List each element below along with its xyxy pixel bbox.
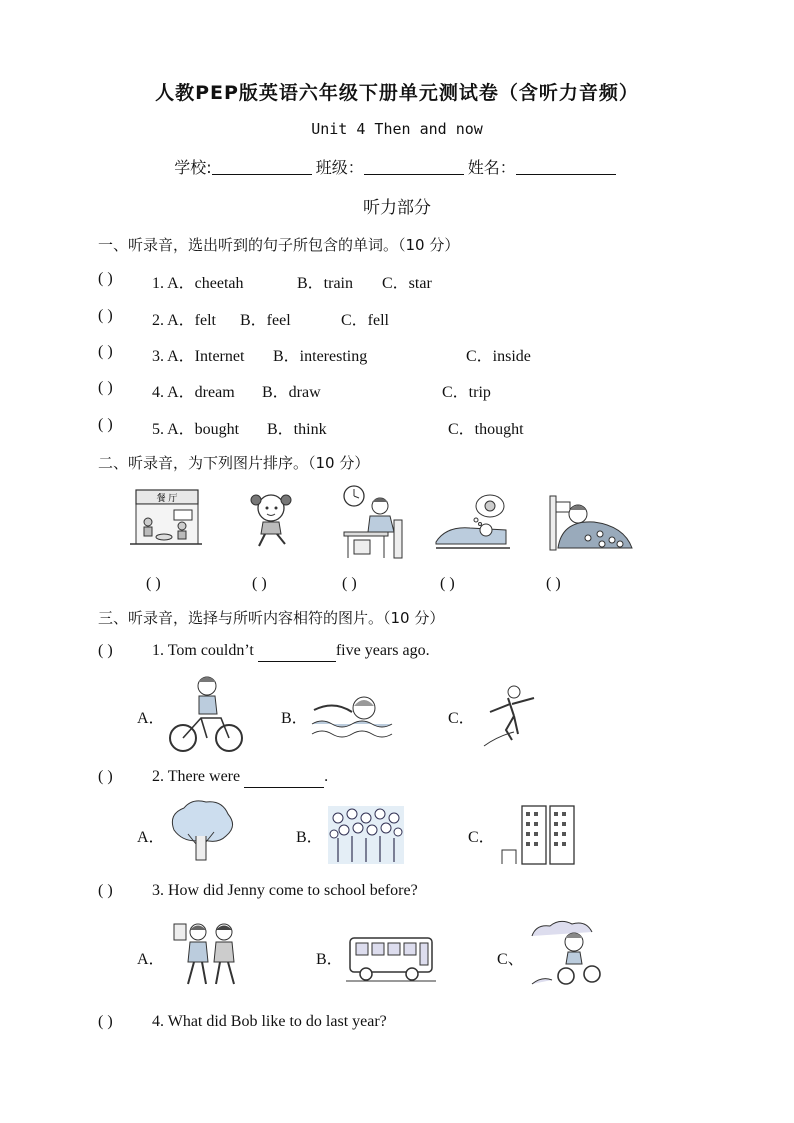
question-text	[152, 642, 430, 662]
answer-paren[interactable]: ( )	[98, 379, 113, 396]
question-text-pre: 1. Tom couldn’t	[152, 642, 258, 659]
school-label: 学校:	[174, 158, 212, 177]
restaurant-picture	[128, 488, 204, 554]
option-c: C．fell	[341, 312, 389, 329]
option-c: C．star	[382, 275, 432, 292]
class-blank[interactable]	[364, 158, 464, 175]
option-b: B．train	[297, 275, 353, 292]
answer-paren[interactable]: ( )	[98, 343, 113, 360]
question-option-a: 1. A．cheetah	[152, 275, 244, 292]
waking-up-picture	[548, 492, 634, 554]
answer-paren[interactable]: ( )	[98, 307, 113, 324]
fill-blank[interactable]	[244, 769, 324, 788]
answer-paren[interactable]: ( )	[98, 416, 113, 433]
student-info	[0, 155, 794, 178]
order-paren-4[interactable]: ( )	[440, 575, 455, 592]
option-c-label: C．	[448, 710, 475, 727]
option-a-label: A．	[137, 829, 165, 846]
part3-heading: 三、听录音，选择与所听内容相符的图片。（10 分）	[98, 609, 445, 627]
option-b: B．interesting	[273, 348, 368, 365]
answer-paren[interactable]: ( )	[98, 1013, 113, 1030]
swimming-picture[interactable]	[310, 690, 394, 742]
sleeping-dream-picture	[434, 492, 512, 552]
question-text-post: .	[324, 768, 329, 785]
question-text	[152, 768, 328, 788]
page-title: 人教PEP版英语六年级下册单元测试卷（含听力音频）	[155, 82, 639, 104]
order-paren-1[interactable]: ( )	[146, 575, 161, 592]
question-option-a: 3. A．Internet	[152, 348, 245, 365]
option-b-label: B．	[281, 710, 308, 727]
boy-at-desk-picture	[340, 484, 408, 562]
school-blank[interactable]	[212, 158, 312, 175]
skating-picture[interactable]	[478, 684, 538, 748]
part1-heading: 一、听录音，选出听到的句子所包含的单词。（10 分）	[98, 236, 460, 254]
fill-blank[interactable]	[258, 643, 336, 662]
question-option-a: 5. A．bought	[152, 421, 240, 438]
restaurant-sign: 餐 厅	[156, 494, 178, 504]
riding-bike-picture[interactable]	[165, 672, 245, 754]
option-b-label: B．	[316, 951, 343, 968]
unit-subtitle: Unit 4 Then and now	[311, 120, 483, 138]
question-option-a: 2. A．felt	[152, 312, 216, 329]
option-a-label: A．	[137, 951, 165, 968]
answer-paren[interactable]: ( )	[98, 270, 113, 287]
running-girl-picture	[245, 490, 297, 550]
name-label: 姓名：	[467, 158, 516, 177]
order-paren-3[interactable]: ( )	[342, 575, 357, 592]
order-paren-5[interactable]: ( )	[546, 575, 561, 592]
question-text-pre: 2. There were	[152, 768, 245, 785]
option-b: B．feel	[240, 312, 291, 329]
question-text: 3. How did Jenny come to school before?	[152, 882, 418, 899]
question-text: 4. What did Bob like to do last year?	[152, 1013, 387, 1030]
option-c: C．trip	[442, 384, 491, 401]
option-a-label: A．	[137, 710, 165, 727]
part2-heading: 二、听录音，为下列图片排序。（10 分）	[98, 454, 370, 472]
option-b-label: B．	[296, 829, 323, 846]
answer-paren[interactable]: ( )	[98, 768, 113, 785]
option-c-label: C．	[468, 829, 495, 846]
section-title: 听力部分	[363, 198, 431, 218]
buildings-picture[interactable]	[500, 804, 578, 866]
class-label: 班级：	[315, 158, 364, 177]
option-c-label: C、	[497, 951, 524, 968]
name-blank[interactable]	[516, 158, 616, 175]
walking-children-picture[interactable]	[170, 918, 246, 990]
tree-picture[interactable]	[166, 800, 236, 864]
question-text-post: five years ago.	[335, 642, 430, 659]
cycling-girl-picture[interactable]	[526, 918, 602, 990]
question-option-a: 4. A．dream	[152, 384, 235, 401]
option-b: B．think	[267, 421, 327, 438]
option-b: B．draw	[262, 384, 321, 401]
answer-paren[interactable]: ( )	[98, 882, 113, 899]
option-c: C．inside	[466, 348, 531, 365]
answer-paren[interactable]: ( )	[98, 642, 113, 659]
order-paren-2[interactable]: ( )	[252, 575, 267, 592]
flowers-picture[interactable]	[326, 804, 406, 866]
option-c: C．thought	[448, 421, 524, 438]
bus-picture[interactable]	[346, 934, 436, 984]
